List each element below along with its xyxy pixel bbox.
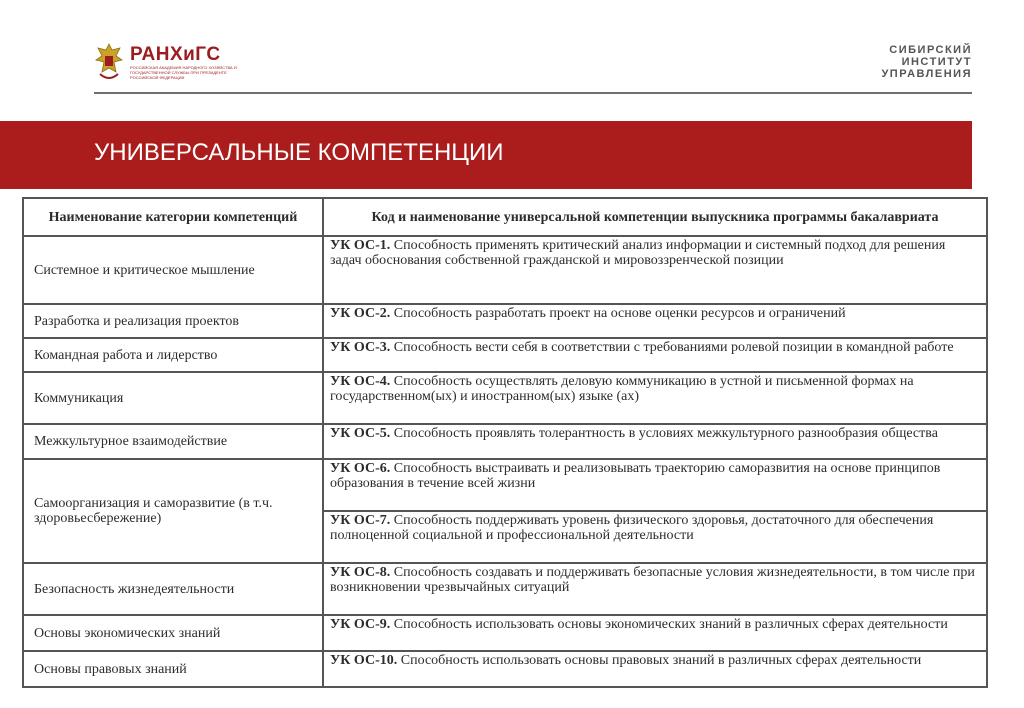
siu-logo [881, 44, 972, 80]
competence-cell [323, 615, 987, 651]
competence-cell [323, 424, 987, 459]
page-title: УНИВЕРСАЛЬНЫЕ КОМПЕТЕНЦИИ [94, 139, 504, 166]
competence-cell [323, 651, 987, 687]
table-row [23, 424, 987, 459]
competence-cell [323, 372, 987, 424]
competence-code: УК ОС-9. [330, 617, 391, 632]
competence-code: УК ОС-7. [330, 513, 391, 528]
header-competence: Код и наименование универсальной компетенции выпускника программы бакалавриата [323, 198, 987, 236]
competence-cell [323, 511, 987, 563]
table-row [23, 651, 987, 687]
competence-code: УК ОС-3. [330, 340, 391, 355]
ranepa-logo-subtitle: РОССИЙСКАЯ АКАДЕМИЯ НАРОДНОГО ХОЗЯЙСТВА И ГОСУДАРСТВЕННОЙ СЛУЖБЫ ПРИ ПРЕЗИДЕНТЕ РОССИЙСКОЙ ФЕДЕРАЦИИ [130, 64, 237, 80]
table-row [23, 563, 987, 615]
table-row [23, 236, 987, 304]
category-cell: Коммуникация [23, 372, 323, 424]
competence-text: Способность использовать основы правовых знаний в различных сферах деятельности [400, 653, 922, 668]
competencies-table-wrapper [22, 197, 988, 687]
competence-text: Способность использовать основы экономических знаний в различных сферах деятельности [393, 617, 948, 632]
competence-code: УК ОС-1. [330, 238, 391, 253]
header-category: Наименование категории компетенций [23, 198, 323, 236]
siu-logo-line: УПРАВЛЕНИЯ [881, 68, 972, 80]
competence-cell [323, 236, 987, 304]
competence-cell [323, 459, 987, 511]
competence-text: Способность вести себя в соответствии с требованиями ролевой позиции в командной работе [393, 340, 954, 355]
category-cell: Самоорганизация и саморазвитие (в т.ч. здоровьесбережение) [23, 459, 323, 563]
table-row [23, 338, 987, 372]
ranepa-logo [94, 40, 240, 84]
category-cell: Межкультурное взаимодействие [23, 424, 323, 459]
competence-cell [323, 304, 987, 338]
category-cell: Основы экономических знаний [23, 615, 323, 651]
competence-cell [323, 563, 987, 615]
competencies-table [22, 197, 988, 688]
competence-text: Способность осуществлять деловую коммуникацию в устной и письменной формах на государственном(ых) и иностранном(ых) языке (ах) [330, 374, 914, 404]
competence-cell [323, 338, 987, 372]
competence-code: УК ОС-2. [330, 306, 391, 321]
competence-text: Способность поддерживать уровень физического здоровья, достаточного для обеспечения полноценной социальной и профессиональной деятельности [330, 513, 934, 543]
header-divider [94, 92, 972, 94]
competence-code: УК ОС-5. [330, 426, 391, 441]
competence-text: Способность проявлять толерантность в условиях межкультурного разнообразия общества [393, 426, 938, 441]
table-row [23, 304, 987, 338]
competence-text: Способность разработать проект на основе оценки ресурсов и ограничений [393, 306, 846, 321]
category-cell: Разработка и реализация проектов [23, 304, 323, 338]
table-row [23, 459, 987, 511]
category-cell: Безопасность жизнедеятельности [23, 563, 323, 615]
category-cell: Системное и критическое мышление [23, 236, 323, 304]
competence-text: Способность применять критический анализ информации и системный подход для решения задач обоснования собственной гражданской и мировоззренческой позиции [330, 238, 946, 268]
competence-code: УК ОС-8. [330, 565, 391, 580]
siu-logo-line: СИБИРСКИЙ [889, 44, 972, 56]
table-header-row [23, 198, 987, 236]
siu-logo-line: ИНСТИТУТ [901, 56, 972, 68]
competence-code: УК ОС-6. [330, 461, 391, 476]
category-cell: Основы правовых знаний [23, 651, 323, 687]
competence-code: УК ОС-4. [330, 374, 391, 389]
competence-code: УК ОС-10. [330, 653, 398, 668]
table-row [23, 615, 987, 651]
category-cell: Командная работа и лидерство [23, 338, 323, 372]
eagle-emblem-icon [94, 42, 124, 82]
ranepa-logo-title: РАНХиГС [130, 43, 221, 65]
table-row [23, 372, 987, 424]
competence-text: Способность выстраивать и реализовывать траекторию саморазвития на основе принципов образования в течение всей жизни [330, 461, 941, 491]
competence-text: Способность создавать и поддерживать безопасные условия жизнедеятельности, в том числе при возникновении чрезвычайных ситуаций [330, 565, 975, 595]
